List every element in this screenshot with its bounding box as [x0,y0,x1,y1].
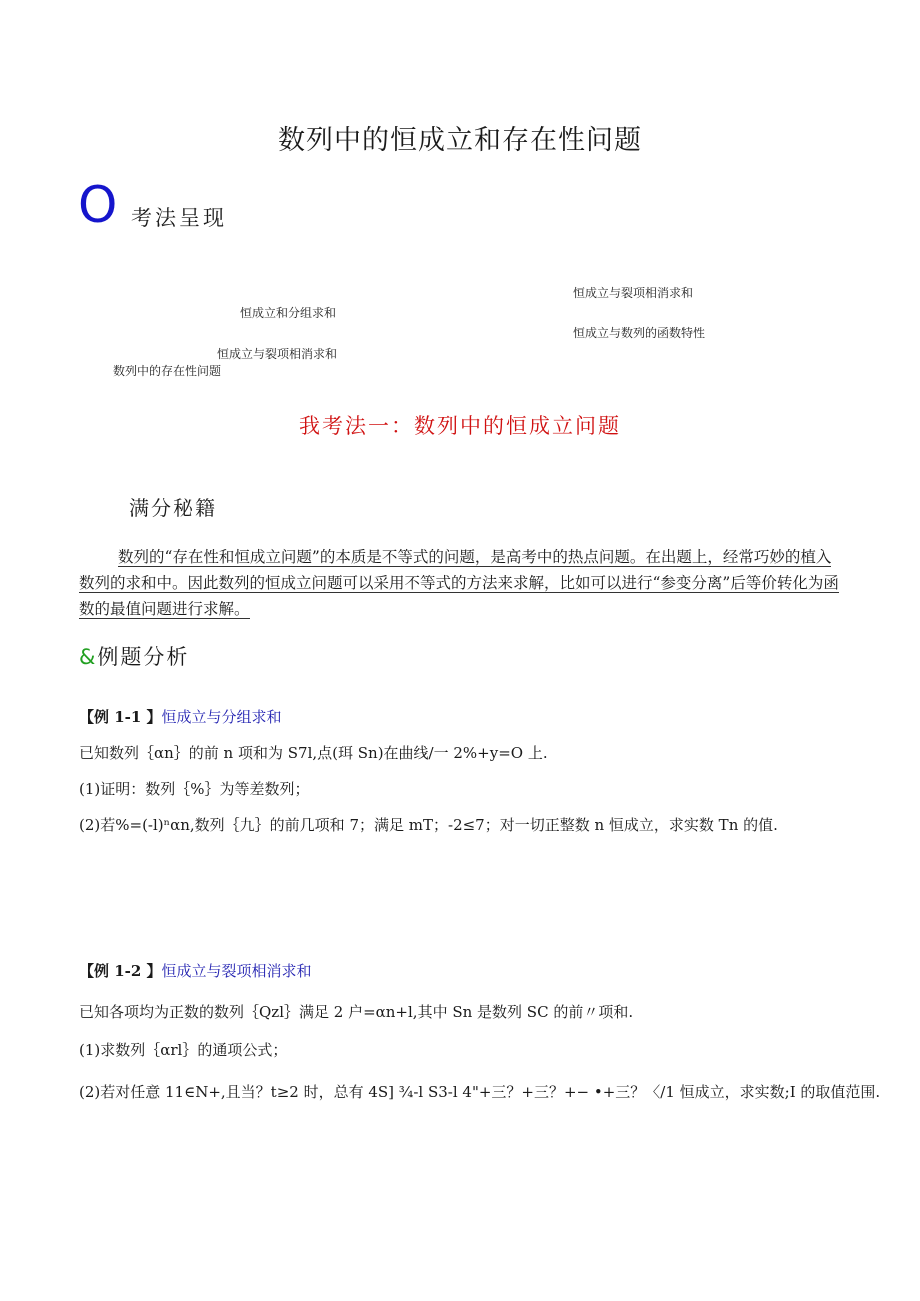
example-tag: 【例 1-1 】 [79,708,162,726]
mindmap-node: 恒成立与数列的函数特性 [573,326,706,340]
example-tag: 【例 1-2 】 [79,962,162,980]
mindmap-node: 恒成立与裂项相消求和 [217,347,338,361]
examples-heading-label: 例题分析 [97,645,190,669]
page-title: 数列中的恒成立和存在性问题 [278,125,642,156]
example-topic: 恒成立与裂项相消求和 [161,962,312,980]
mindmap-node: 恒成立和分组求和 [240,306,337,320]
intro-text: 数列的“存在性和恒成立问题”的本质是不等式的问题，是高考中的热点问题。在出题上，经常巧妙的植入数列的求和中。因此数列的恒成立问题可以采用不等式的方法来求解，比如可以进行“参变分离”后等价转化为函数的最值问题进行求解。 [79,548,839,618]
example-question: (2)若对任意 11∈N+,且当？t≥2 时，总有 4S] ¾-l S3-l 4"+三？+三？+− •+三？〈/1 恒成立，求实数;I 的取值范围. [79,1083,881,1101]
mindmap-node: 恒成立与裂项相消求和 [573,286,694,300]
example-question: (1)求数列｛αrl｝的通项公式； [79,1041,288,1059]
ampersand-icon: & [79,645,98,669]
example-stem: 已知各项均为正数的数列｛Qzl｝满足 2 户=αn+l,其中 Sn 是数列 SC 的前〃项和. [79,1003,634,1021]
example-title [79,960,312,981]
example-stem: 已知数列｛αn｝的前 n 项和为 S7l,点(珥 Sn)在曲线/一 2%+y=O 上. [79,744,548,762]
method-heading: 我考法一：数列中的恒成立问题 [299,414,621,438]
example-title [79,706,282,727]
examples-heading [79,641,189,671]
example-question: (2)若%=(-l)ⁿαn,数列｛九｝的前几项和 7；满足 mT；-2≤7；对一切正整数 n 恒成立，求实数 Tn 的值. [79,816,778,834]
intro-paragraph [79,544,841,622]
section-circle-icon: O [78,176,118,234]
section-heading: 考法呈现 [131,206,227,230]
example-topic: 恒成立与分组求和 [161,708,282,726]
mindmap-node: 数列中的存在性问题 [113,364,222,378]
example-question: (1)证明：数列｛%｝为等差数列； [79,780,310,798]
secret-heading: 满分秘籍 [129,496,217,520]
